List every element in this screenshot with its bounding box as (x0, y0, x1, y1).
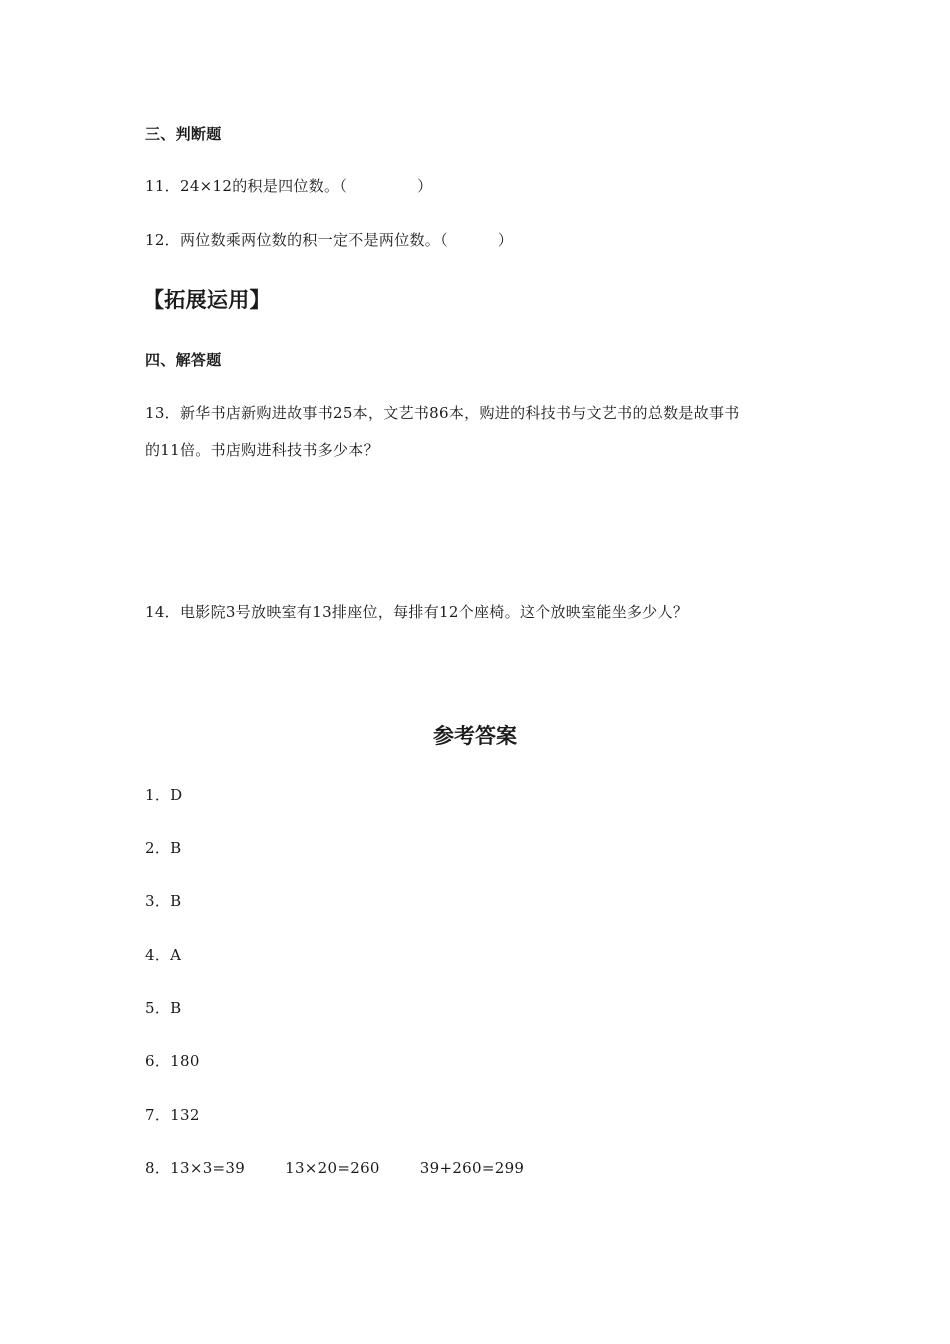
answer-6: 6．180 (145, 1052, 200, 1070)
section-4-heading: 四、解答题 (145, 351, 222, 369)
answer-5: 5．B (145, 999, 182, 1017)
answer-2: 2．B (145, 839, 182, 857)
answer-1: 1．D (145, 786, 183, 804)
answer-8-number: 8． (145, 1159, 171, 1177)
question-11-close: ） (417, 177, 433, 195)
section-3-heading: 三、判断题 (145, 125, 222, 143)
question-14: 14．电影院3号放映室有13排座位，每排有12个座椅。这个放映室能坐多少人？ (145, 603, 689, 621)
answer-8 (145, 1157, 524, 1179)
question-13-line-1: 13．新华书店新购进故事书25本，文艺书86本，购进的科技书与文艺书的总数是故事书 (145, 404, 740, 422)
question-12-close: ） (497, 231, 514, 249)
answers-title: 参考答案 (433, 724, 517, 748)
question-12 (145, 229, 513, 251)
question-11 (145, 175, 432, 197)
answer-3: 3．B (145, 892, 182, 910)
question-12-text: 12．两位数乘两位数的积一定不是两位数。（ (145, 231, 448, 249)
question-13-line-2: 的11倍。书店购进科技书多少本？ (145, 441, 379, 459)
answer-8-step-2: 13×20=260 (285, 1159, 380, 1177)
answer-4: 4．A (145, 946, 182, 964)
question-11-text: 11．24×12的积是四位数。（ (145, 177, 348, 195)
extension-heading: 【拓展运用】 (143, 288, 271, 312)
answer-7: 7．132 (145, 1106, 200, 1124)
answer-8-step-3: 39+260=299 (419, 1159, 525, 1177)
answer-8-step-1: 13×3=39 (170, 1159, 246, 1177)
